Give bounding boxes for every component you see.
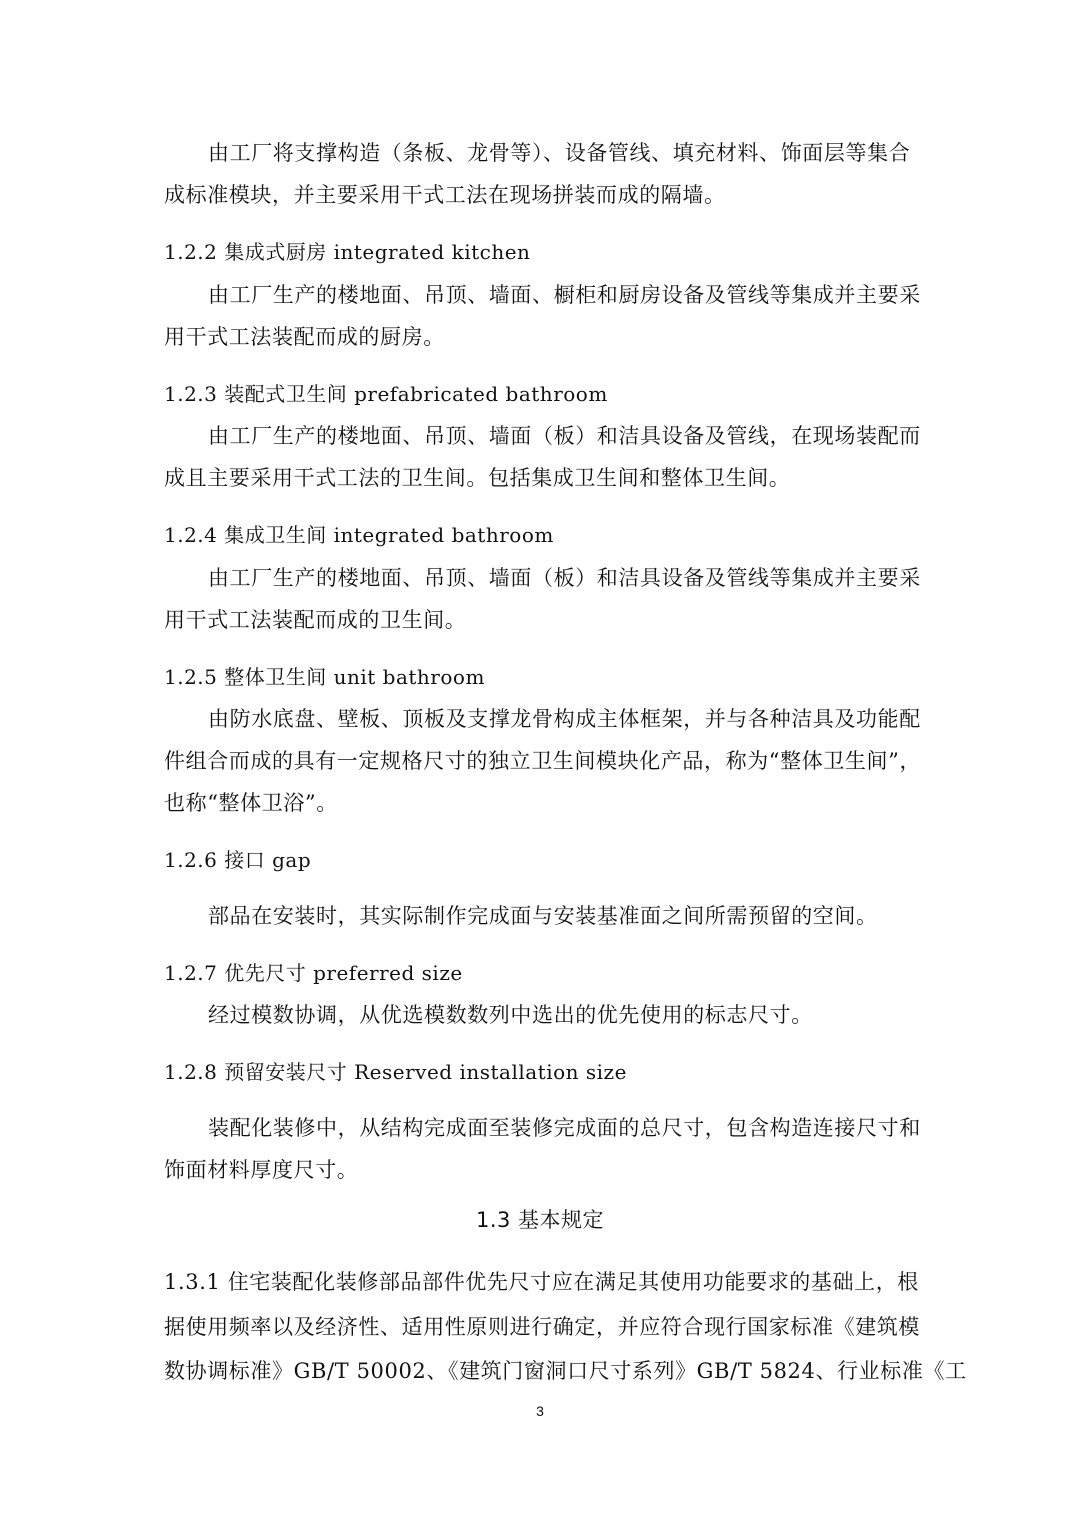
term-text-1-2-4-line-2: 用干式工法装配而成的卫生间。 xyxy=(164,608,467,632)
term-text-1-2-3-line-2: 成且主要采用干式工法的卫生间。包括集成卫生间和整体卫生间。 xyxy=(164,466,791,490)
term-text-1-2-5-line-3: 也称“整体卫浴”。 xyxy=(164,791,338,815)
page-number: 3 xyxy=(536,1403,544,1419)
section-text-line-3: 数协调标准》GB/T 50002、《建筑门窗洞口尺寸系列》GB/T 5824、行业标准《工 xyxy=(164,1359,967,1383)
term-heading-1-2-8: 1.2.8 预留安装尺寸 Reserved installation size xyxy=(164,1060,627,1084)
term-text-1-2-4-line-1: 由工厂生产的楼地面、吊顶、墙面（板）和洁具设备及管线等集成并主要采 xyxy=(208,566,921,590)
term-text-1-2-2-line-2: 用干式工法装配而成的厨房。 xyxy=(164,325,445,349)
term-text-1-2-2-line-1: 由工厂生产的楼地面、吊顶、墙面、橱柜和厨房设备及管线等集成并主要采 xyxy=(208,283,921,307)
term-heading-1-2-3: 1.2.3 装配式卫生间 prefabricated bathroom xyxy=(164,382,608,406)
intro-line-2: 成标准模块，并主要采用干式工法在现场拼装而成的隔墙。 xyxy=(164,183,726,207)
term-heading-1-2-6: 1.2.6 接口 gap xyxy=(164,848,312,872)
term-heading-1-2-7: 1.2.7 优先尺寸 preferred size xyxy=(164,961,463,985)
term-text-1-2-6-line-1: 部品在安装时，其实际制作完成面与安装基准面之间所需预留的空间。 xyxy=(208,904,878,928)
section-text-line-1: 1.3.1 住宅装配化装修部品部件优先尺寸应在满足其使用功能要求的基础上，根 xyxy=(164,1270,919,1294)
term-text-1-2-8-line-1: 装配化装修中，从结构完成面至装修完成面的总尺寸，包含构造连接尺寸和 xyxy=(208,1116,921,1140)
term-heading-1-2-4: 1.2.4 集成卫生间 integrated bathroom xyxy=(164,523,554,547)
section-text-line-2: 据使用频率以及经济性、适用性原则进行确定，并应符合现行国家标准《建筑模 xyxy=(164,1315,920,1339)
term-heading-1-2-5: 1.2.5 整体卫生间 unit bathroom xyxy=(164,665,485,689)
intro-line-1: 由工厂将支撑构造（条板、龙骨等）、设备管线、填充材料、饰面层等集合 xyxy=(208,141,911,165)
term-text-1-2-5-line-2: 件组合而成的具有一定规格尺寸的独立卫生间模块化产品，称为“整体卫生间”， xyxy=(164,749,922,773)
term-text-1-2-7-line-1: 经过模数协调，从优选模数数列中选出的优先使用的标志尺寸。 xyxy=(208,1003,813,1027)
section-title: 1.3 基本规定 xyxy=(475,1208,605,1232)
term-heading-1-2-2: 1.2.2 集成式厨房 integrated kitchen xyxy=(164,240,531,264)
term-text-1-2-5-line-1: 由防水底盘、壁板、顶板及支撑龙骨构成主体框架，并与各种洁具及功能配 xyxy=(208,707,921,731)
term-text-1-2-3-line-1: 由工厂生产的楼地面、吊顶、墙面（板）和洁具设备及管线，在现场装配而 xyxy=(208,424,921,448)
term-text-1-2-8-line-2: 饰面材料厚度尺寸。 xyxy=(164,1158,359,1182)
